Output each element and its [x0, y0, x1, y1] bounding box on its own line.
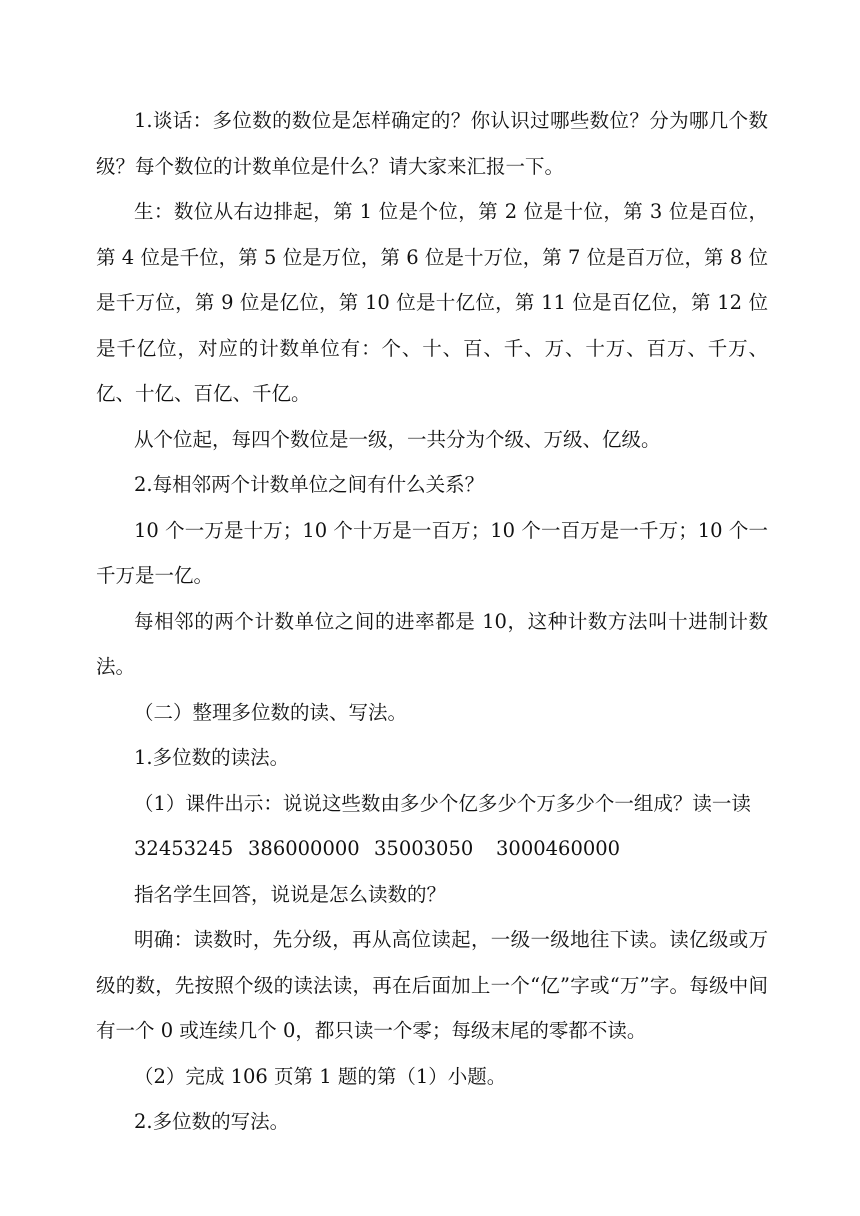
number-example: 32453245	[134, 837, 234, 860]
paragraph-reading-rule: 明确：读数时，先分级，再从高位读起，一级一级地往下读。读亿级或万级的数，先按照个级的读法读，再在后面加上一个“亿”字或“万”字。每级中间有一个 0 或连续几个 0，都只读一个零；每级末尾的零都不读。	[96, 928, 768, 1042]
paragraph-exercise: （2）完成 106 页第 1 题的第（1）小题。	[134, 1064, 507, 1088]
subheading-writing: 2.多位数的写法。	[134, 1110, 290, 1133]
number-examples	[96, 826, 768, 872]
paragraph-decimal-system: 每相邻的两个计数单位之间的进率都是 10，这种计数方法叫十进制计数法。	[96, 609, 768, 678]
paragraph-relation-question: 2.每相邻两个计数单位之间有什么关系？	[134, 473, 485, 496]
number-example: 3000460000	[496, 837, 621, 860]
paragraph-ask-students: 指名学生回答，说说是怎么读数的？	[134, 882, 447, 906]
paragraph-relation-answer: 10 个一万是十万；10 个十万是一百万；10 个一百万是一千万；10 个一千万是一亿。	[96, 518, 768, 587]
section-heading-read-write: （二）整理多位数的读、写法。	[134, 700, 408, 724]
paragraph-talk-question: 1.谈话：多位数的数位是怎样确定的？你认识过哪些数位？分为哪几个数级？每个数位的计数单位是什么？请大家来汇报一下。	[96, 109, 768, 178]
document-body	[96, 98, 768, 1145]
number-example: 35003050	[374, 837, 474, 860]
paragraph-number-levels: 从个位起，每四个数位是一级，一共分为个级、万级、亿级。	[134, 427, 661, 451]
paragraph-courseware-prompt: （1）课件出示：说说这些数由多少个亿多少个万多少个一组成？读一读	[134, 791, 751, 815]
subheading-reading: 1.多位数的读法。	[134, 746, 290, 769]
paragraph-student-answer: 生：数位从右边排起，第 1 位是个位，第 2 位是十位，第 3 位是百位，第 4 位是千位，第 5 位是万位，第 6 位是十万位，第 7 位是百万位，第 8 位是千万位，第 9 位是亿位，第 10 位是十亿位，第 11 位是百亿位，第 12 位是千亿位，对应的计数单位有：个、十、百、千、万、十万、百万、千万、亿、十亿、百亿、千亿。	[96, 200, 768, 405]
number-example: 386000000	[248, 837, 360, 860]
